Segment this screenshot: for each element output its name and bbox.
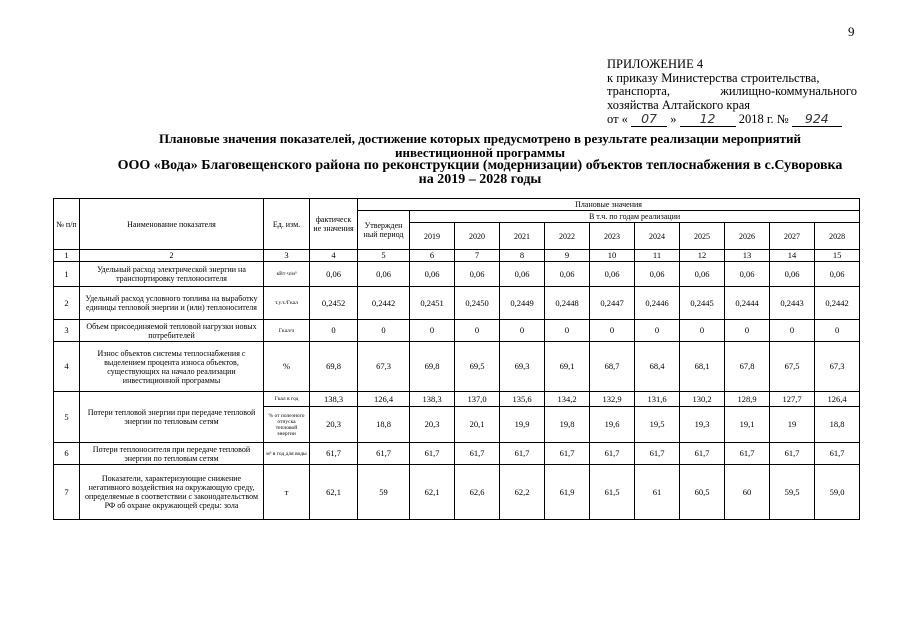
appendix-line-3: хозяйства Алтайского края <box>607 97 750 112</box>
column-number: 9 <box>545 250 590 262</box>
year-value: 69,5 <box>455 342 500 392</box>
appendix-line-1: к приказу Министерства строительства, <box>607 70 820 85</box>
year-value: 19,5 <box>635 407 680 443</box>
column-number: 2 <box>80 250 264 262</box>
year-value: 61,7 <box>635 443 680 465</box>
year-value: 127,7 <box>770 392 815 407</box>
appendix-date-line <box>607 112 857 127</box>
year-value: 20,3 <box>410 407 455 443</box>
column-number: 13 <box>725 250 770 262</box>
year-header: 2025 <box>680 223 725 250</box>
column-number: 4 <box>310 250 358 262</box>
header-actual: фактическ ие значения <box>310 199 358 250</box>
year-value: 131,6 <box>635 392 680 407</box>
year-value: 0 <box>500 320 545 342</box>
indicator-name: Объем присоединяемой тепловой нагрузки новых потребителей <box>80 320 264 342</box>
unit-cell: % от полезного отпуска тепловой энергии <box>264 407 310 443</box>
year-value: 0 <box>770 320 815 342</box>
indicator-name: Потери теплоносителя при передаче тепловой энергии по тепловым сетям <box>80 443 264 465</box>
year-value: 126,4 <box>815 392 860 407</box>
year-value: 0,2446 <box>635 287 680 320</box>
actual-value: 0 <box>310 320 358 342</box>
year-header: 2028 <box>815 223 860 250</box>
year-value: 0,2445 <box>680 287 725 320</box>
year-value: 0,06 <box>500 262 545 287</box>
table-row <box>54 465 860 520</box>
unit-cell: т <box>264 465 310 520</box>
year-value: 19,6 <box>590 407 635 443</box>
column-number: 14 <box>770 250 815 262</box>
year-value: 0,06 <box>410 262 455 287</box>
year-header: 2022 <box>545 223 590 250</box>
year-value: 137,0 <box>455 392 500 407</box>
year-value: 61,7 <box>455 443 500 465</box>
title-line-3: ООО «Вода» Благовещенского района по реконструкции (модернизации) объектов теплоснабжения в с.Суворовка <box>117 158 843 173</box>
year-header: 2026 <box>725 223 770 250</box>
appendix-block <box>607 58 857 127</box>
year-header: 2021 <box>500 223 545 250</box>
year-value: 61,7 <box>680 443 725 465</box>
year-value: 138,3 <box>410 392 455 407</box>
document-title <box>90 132 870 186</box>
unit-cell: % <box>264 342 310 392</box>
date-month: 12 <box>680 112 736 127</box>
column-number: 3 <box>264 250 310 262</box>
year-value: 61,7 <box>410 443 455 465</box>
column-number: 11 <box>635 250 680 262</box>
indicator-name: Износ объектов системы теплоснабжения с выделением процента износа объектов, существующих на начало реализации инвестиционной программы <box>80 342 264 392</box>
year-value: 0,2444 <box>725 287 770 320</box>
page-number: 9 <box>848 24 855 39</box>
year-value: 0,06 <box>815 262 860 287</box>
year-value: 132,9 <box>590 392 635 407</box>
date-year: 2018 г. № <box>738 112 789 126</box>
year-value: 0,2448 <box>545 287 590 320</box>
unit-cell: кВт·ч/м³ <box>264 262 310 287</box>
approved-value: 61,7 <box>358 443 410 465</box>
year-value: 61 <box>635 465 680 520</box>
year-value: 59,0 <box>815 465 860 520</box>
column-number: 15 <box>815 250 860 262</box>
table-row <box>54 262 860 287</box>
indicator-name: Удельный расход электрической энергии на транспортировку теплоносителя <box>80 262 264 287</box>
year-header: 2027 <box>770 223 815 250</box>
year-value: 134,2 <box>545 392 590 407</box>
header-planned: Плановые значения <box>358 199 860 211</box>
year-value: 128,9 <box>725 392 770 407</box>
unit-cell: м³ в год для воды <box>264 443 310 465</box>
year-value: 0,06 <box>680 262 725 287</box>
actual-value: 69,8 <box>310 342 358 392</box>
year-value: 68,7 <box>590 342 635 392</box>
unit-cell: Гкал/ч <box>264 320 310 342</box>
actual-value: 0,06 <box>310 262 358 287</box>
year-value: 19 <box>770 407 815 443</box>
unit-cell: т.у.т./Гкал <box>264 287 310 320</box>
year-value: 61,7 <box>500 443 545 465</box>
row-number: 4 <box>54 342 80 392</box>
year-value: 62,1 <box>410 465 455 520</box>
year-value: 60 <box>725 465 770 520</box>
year-value: 67,3 <box>815 342 860 392</box>
row-number: 2 <box>54 287 80 320</box>
row-number: 7 <box>54 465 80 520</box>
header-name: Наименование показателя <box>80 199 264 250</box>
table-row <box>54 443 860 465</box>
year-value: 0 <box>590 320 635 342</box>
year-value: 0 <box>545 320 590 342</box>
year-value: 0,2443 <box>770 287 815 320</box>
approved-value: 18,8 <box>358 407 410 443</box>
year-value: 69,3 <box>500 342 545 392</box>
year-value: 61,7 <box>815 443 860 465</box>
year-value: 0 <box>725 320 770 342</box>
column-number: 12 <box>680 250 725 262</box>
appendix-line-2: транспорта, жилищно-коммунального <box>607 84 857 98</box>
row-number: 6 <box>54 443 80 465</box>
year-value: 62,2 <box>500 465 545 520</box>
table-row <box>54 320 860 342</box>
year-value: 0,2447 <box>590 287 635 320</box>
year-value: 61,7 <box>590 443 635 465</box>
row-number: 5 <box>54 392 80 443</box>
year-value: 61,5 <box>590 465 635 520</box>
year-value: 19,9 <box>500 407 545 443</box>
year-value: 0,2450 <box>455 287 500 320</box>
year-value: 135,6 <box>500 392 545 407</box>
actual-value: 138,3 <box>310 392 358 407</box>
year-header: 2024 <box>635 223 680 250</box>
column-number: 10 <box>590 250 635 262</box>
year-value: 0,06 <box>725 262 770 287</box>
year-value: 0 <box>455 320 500 342</box>
year-value: 0 <box>680 320 725 342</box>
row-number: 3 <box>54 320 80 342</box>
date-day: 07 <box>631 112 667 127</box>
year-value: 0,06 <box>455 262 500 287</box>
indicator-name: Показатели, характеризующие снижение негативного воздействия на окружающую среду, определяемые в соответствии с законодательством РФ об охране окружающей среды: зола <box>80 465 264 520</box>
date-prefix: от « <box>607 112 628 126</box>
unit-cell: Гкал в год <box>264 392 310 407</box>
year-value: 0 <box>815 320 860 342</box>
approved-value: 0 <box>358 320 410 342</box>
year-value: 67,8 <box>725 342 770 392</box>
approved-value: 126,4 <box>358 392 410 407</box>
year-value: 69,8 <box>410 342 455 392</box>
table-row <box>54 342 860 392</box>
year-value: 61,9 <box>545 465 590 520</box>
year-header: 2023 <box>590 223 635 250</box>
header-by-years: В т.ч. по годам реализации <box>410 211 860 223</box>
year-value: 68,1 <box>680 342 725 392</box>
row-number: 1 <box>54 262 80 287</box>
approved-value: 0,2442 <box>358 287 410 320</box>
title-line-2: инвестиционной программы <box>395 144 565 160</box>
order-number: 924 <box>792 112 842 127</box>
column-number: 1 <box>54 250 80 262</box>
year-value: 0,2451 <box>410 287 455 320</box>
approved-value: 0,06 <box>358 262 410 287</box>
column-number: 5 <box>358 250 410 262</box>
title-line-4: на 2019 – 2028 годы <box>418 171 542 187</box>
header-unit: Ед. изм. <box>264 199 310 250</box>
year-value: 62,6 <box>455 465 500 520</box>
year-value: 59,5 <box>770 465 815 520</box>
year-value: 0 <box>410 320 455 342</box>
year-value: 0,2442 <box>815 287 860 320</box>
year-value: 0,06 <box>635 262 680 287</box>
year-value: 19,1 <box>725 407 770 443</box>
year-value: 0 <box>635 320 680 342</box>
year-value: 20,1 <box>455 407 500 443</box>
header-approved: Утвержден ный период <box>358 211 410 250</box>
actual-value: 61,7 <box>310 443 358 465</box>
year-value: 19,3 <box>680 407 725 443</box>
title-line-1: Плановые значения показателей, достижение которых предусмотрено в результате реализации мероприятий <box>159 131 801 146</box>
indicator-name: Потери тепловой энергии при передаче тепловой энергии по тепловым сетям <box>80 392 264 443</box>
approved-value: 59 <box>358 465 410 520</box>
indicator-name: Удельный расход условного топлива на выработку единицы тепловой энергии и (или) теплоносителя <box>80 287 264 320</box>
header-num: № п/п <box>54 199 80 250</box>
year-value: 60,5 <box>680 465 725 520</box>
year-value: 130,2 <box>680 392 725 407</box>
year-value: 69,1 <box>545 342 590 392</box>
actual-value: 0,2452 <box>310 287 358 320</box>
year-value: 18,8 <box>815 407 860 443</box>
appendix-title: ПРИЛОЖЕНИЕ 4 <box>607 57 704 71</box>
year-value: 19,8 <box>545 407 590 443</box>
column-number: 7 <box>455 250 500 262</box>
column-number: 6 <box>410 250 455 262</box>
table-row <box>54 287 860 320</box>
year-header: 2019 <box>410 223 455 250</box>
year-value: 61,7 <box>725 443 770 465</box>
date-mid: » <box>670 112 677 126</box>
indicators-table <box>53 198 860 520</box>
year-value: 0,2449 <box>500 287 545 320</box>
year-header: 2020 <box>455 223 500 250</box>
year-value: 0,06 <box>545 262 590 287</box>
year-value: 0,06 <box>770 262 815 287</box>
actual-value: 20,3 <box>310 407 358 443</box>
actual-value: 62,1 <box>310 465 358 520</box>
column-number: 8 <box>500 250 545 262</box>
year-value: 68,4 <box>635 342 680 392</box>
year-value: 0,06 <box>590 262 635 287</box>
table-row <box>54 392 860 407</box>
year-value: 61,7 <box>545 443 590 465</box>
year-value: 67,5 <box>770 342 815 392</box>
year-value: 61,7 <box>770 443 815 465</box>
approved-value: 67,3 <box>358 342 410 392</box>
